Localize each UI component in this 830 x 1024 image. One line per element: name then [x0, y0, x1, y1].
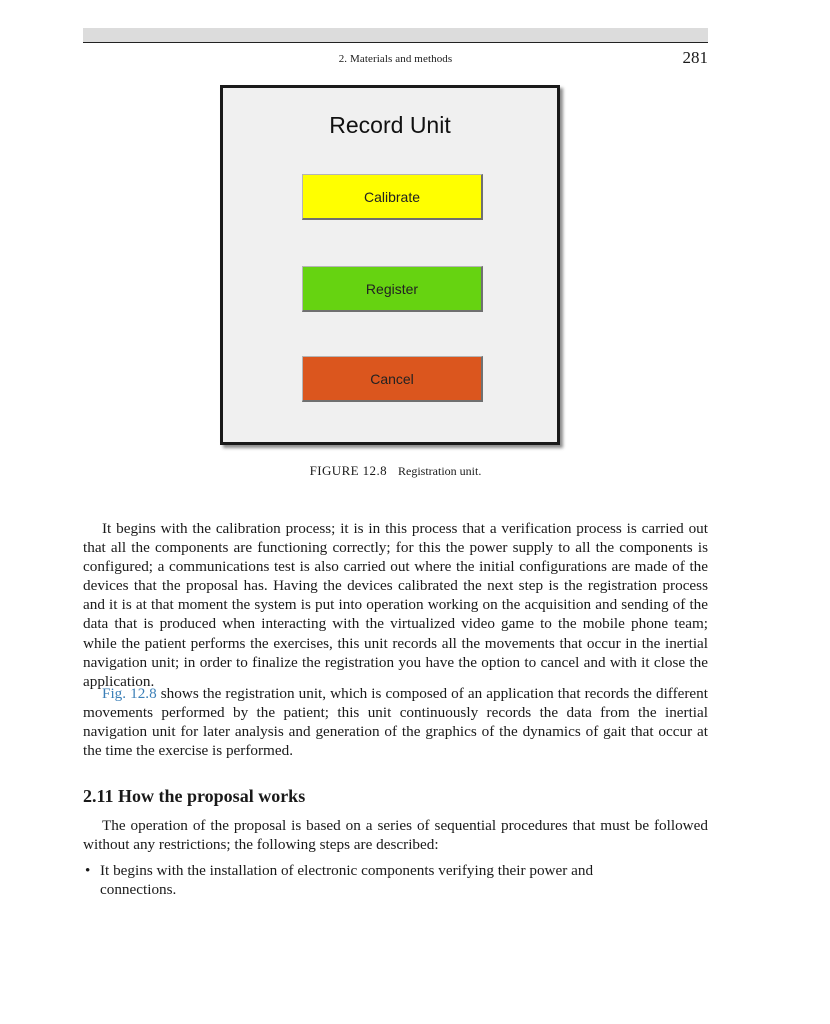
list-item: [83, 861, 708, 899]
header-band: [83, 28, 708, 42]
bullet-icon: •: [85, 862, 91, 879]
cancel-button[interactable]: Cancel: [302, 356, 483, 402]
header-rule: [83, 42, 708, 43]
running-head: 2. Materials and methods: [338, 53, 453, 65]
figure-caption: [83, 463, 708, 479]
record-unit-window: [220, 85, 560, 445]
register-button[interactable]: Register: [302, 266, 483, 312]
section-heading: 2.11 How the proposal works: [83, 786, 306, 806]
paragraph-registration-unit: [83, 684, 708, 760]
figure-reference-link[interactable]: Fig. 12.8: [102, 685, 157, 702]
window-title: Record Unit: [329, 112, 451, 138]
page-number: 281: [682, 48, 708, 67]
paragraph-operation: The operation of the proposal is based on a series of sequential procedures that must be followed without any restrictions; the following steps are described:: [83, 817, 708, 854]
figure-caption-text: Registration unit.: [398, 464, 482, 478]
paragraph-calibration: It begins with the calibration process; it is in this process that a verification process is carried out that all the components are functioning correctly; for this the power supply to all the components is configured; a communications test is also carried out where the initial configurations are made of the devices that the proposal has. Having the devices calibrated the next step is the registration process and it is at that moment the system is put into operation working on the acquisition and sending of the data that is produced when interacting with the virtualized video game to the mobile phone team; while the patient performs the exercises, this unit records all the movements that occur in the inertial navigation unit; in order to finalize the registration you have the option to cancel and with it close the application.: [83, 520, 708, 690]
calibrate-button[interactable]: Calibrate: [302, 174, 483, 220]
list-item-text: It begins with the installation of electronic components verifying their power and connections.: [100, 862, 594, 899]
paragraph-registration-unit-text: shows the registration unit, which is composed of an application that records the different movements performed by the patient; this unit continuously records the data from the inertial navigation unit for later analysis and generation of the graphics of the dynamics of gait that occur at the time the exercise is performed.: [83, 685, 708, 760]
figure-caption-label: FIGURE 12.8: [309, 463, 388, 478]
